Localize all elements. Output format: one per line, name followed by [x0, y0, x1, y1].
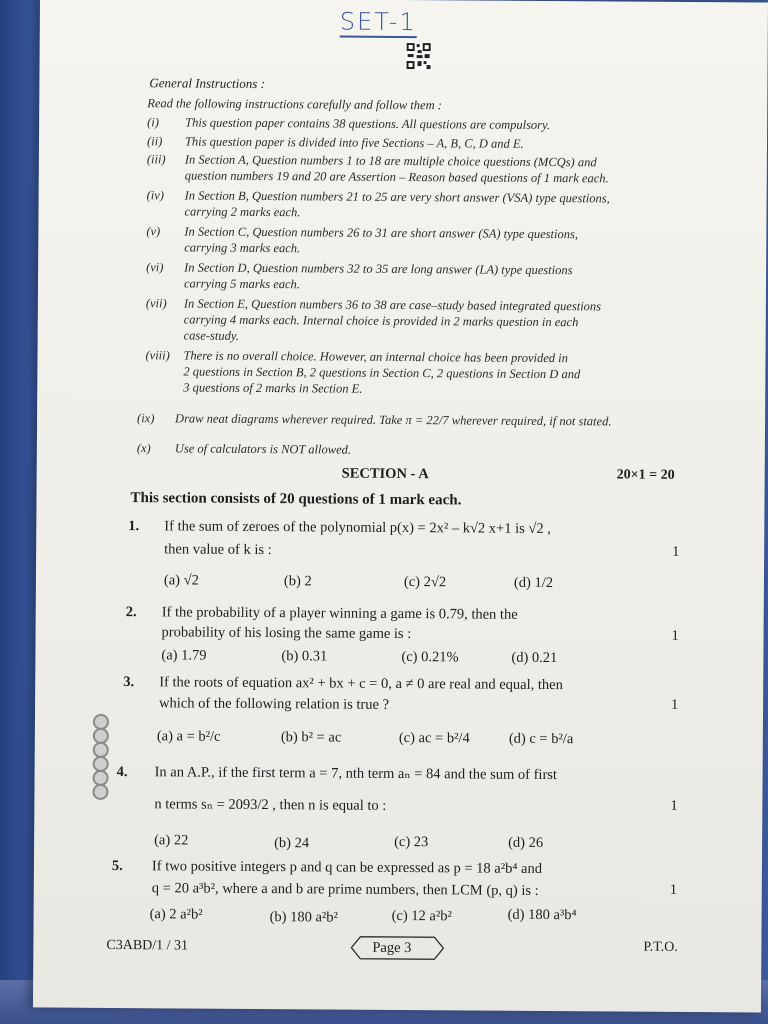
- option-d: (d) 26: [508, 834, 544, 851]
- option-b: (b) 2: [283, 573, 312, 590]
- section-marks: 20×1 = 20: [616, 467, 675, 483]
- question-text-line: then value of k is :: [164, 541, 272, 559]
- option-d: (d) c = b²/a: [508, 730, 574, 748]
- option-c: (c) ac = b²/4: [398, 729, 470, 747]
- binder-hole-icon: [92, 784, 108, 800]
- option-b: (b) 24: [274, 835, 310, 852]
- question-text-line: q = 20 a³b², where a and b are prime numbers, then LCM (p, q) is :: [151, 880, 539, 899]
- general-instructions-title: General Instructions :: [149, 75, 266, 92]
- section-title: SECTION - A: [341, 465, 429, 483]
- pto-label: P.T.O.: [643, 939, 678, 955]
- qr-code-icon: [406, 42, 432, 70]
- option-a: (a) √2: [163, 572, 199, 589]
- option-d: (d) 0.21: [511, 649, 558, 667]
- option-c: (c) 0.21%: [401, 648, 459, 666]
- option-d: (d) 180 a³b⁴: [507, 906, 577, 924]
- question-mark: 1: [671, 696, 679, 713]
- set-label: SET-1: [339, 7, 417, 37]
- question-text-line: n terms sₙ = 2093/2 , then n is equal to :: [154, 796, 387, 814]
- question-text-line: In an A.P., if the first term a = 7, nth term aₙ = 84 and the sum of first: [154, 764, 558, 784]
- option-b: (b) 0.31: [281, 648, 328, 665]
- question-text-line: If the sum of zeroes of the polynomial p(x) = 2x² – k√2 x+1 is √2 ,: [164, 518, 551, 538]
- question-mark: 1: [671, 627, 679, 644]
- option-c: (c) 12 a²b²: [391, 907, 452, 925]
- question-mark: 1: [669, 881, 678, 898]
- paper-code: C3ABD/1 / 31: [106, 937, 189, 954]
- question-text-line: which of the following relation is true ?: [159, 695, 390, 713]
- option-a: (a) a = b²/c: [156, 728, 221, 745]
- question-paper-page: SET-1 General Instructions : Read the following instructions carefully and follow them : (i) This question paper contains 38 questions. All questions are compulsory. (ii) This question paper is divided into five Sections – A, B, C, D and E. (iii) In Section A, Question numbers 1 to 18 are multiple choice questions (MCQs) and question numbers 19 and 20 are Assertion – Reason based questions of 1 mark each. (iv) In Section B, Question numbers 21 to 25 are very short answer (VSA) type questions, carrying 2 marks each. (v) In Section C, Question numbers 26 to 31 are short answer (SA) type questions, carrying 3 marks each. (vi) In Section D, Question numbers 32 to 35 are long answer (LA) type questions carrying 5 marks each. (vii) In Section E, Question numbers 36 to 38 are case–study based integrated questions carrying 4 marks each. Internal choice is provided in 2 marks question in each case-study. (viii) There is no overall choice. However, an internal choice has been provided in 2 questions in Section B, 2 questions in Section C, 2 questions in Section D and 3 questions of 2 marks in Section E. (ix) Draw neat diagrams wherever required. Take π = 22/7 wherever required, if not stated. (x) Use of calculators is NOT allowed. SECTION - A 20×1 = 20 This section consists of 20 questions of 1 mark each. 1. If the sum of zeroes of the polynomial p(x) = 2x² – k√2 x+1 is √2 , then value of k is : 1 (a) √2 (b) 2 (c) 2√2 (d) 1/2 2. If the probability of a player winning a game is 0.79, then the probability of his losing the same game is : 1 (a) 1.79 (b) 0.31 (c) 0.21% (d) 0.21 3. If the roots of equation ax² + bx + c = 0, a ≠ 0 are real and equal, then which of the following relation is true ? 1 (a) a = b²/c (b) b² = ac (c) ac = b²/4 (d) c = b²/a 4. In an A.P., if the first term a = 7, nth term aₙ = 84 and the sum of first n terms sₙ = 2093/2 , then n is equal to : 1 (a) 22 (b) 24 (c) 23 (d) 26 5. If two positive integers p and q can be expressed as p = 18 a²b⁴ and q = 20 a³b², where a and b are prime numbers, then LCM (p, q) is : 1 (a) 2 a²b² (b) 180 a²b² (c) 12 a²b² (d) 180 a³b⁴ C3ABD/1 / 31 Page 3 P.T.O.: [33, 0, 768, 1013]
- question-number: 2.: [125, 604, 137, 621]
- option-c: (c) 23: [394, 833, 429, 851]
- question-text-line: If the probability of a player winning a game is 0.79, then the: [161, 604, 518, 623]
- question-mark: 1: [670, 797, 678, 814]
- option-b: (b) b² = ac: [280, 729, 342, 746]
- question-text-line: If the roots of equation ax² + bx + c = 0, a ≠ 0 are real and equal, then: [159, 674, 563, 694]
- section-description: This section consists of 20 questions of 1 mark each.: [130, 490, 462, 509]
- option-c: (c) 2√2: [403, 574, 447, 591]
- question-number: 1.: [128, 518, 140, 535]
- question-number: 5.: [111, 857, 123, 875]
- page-number: Page 3: [372, 939, 412, 957]
- question-number: 4.: [116, 764, 128, 781]
- question-number: 3.: [123, 674, 135, 691]
- option-a: (a) 22: [154, 832, 189, 849]
- option-b: (b) 180 a²b²: [269, 909, 338, 926]
- question-text-line: probability of his losing the same game is :: [161, 624, 412, 643]
- question-mark: 1: [672, 543, 680, 560]
- general-instructions-intro: Read the following instructions carefully and follow them :: [147, 96, 442, 113]
- option-d: (d) 1/2: [513, 574, 554, 592]
- option-a: (a) 2 a²b²: [149, 906, 203, 923]
- question-text-line: If two positive integers p and q can be expressed as p = 18 a²b⁴ and: [151, 858, 543, 877]
- option-a: (a) 1.79: [161, 647, 207, 664]
